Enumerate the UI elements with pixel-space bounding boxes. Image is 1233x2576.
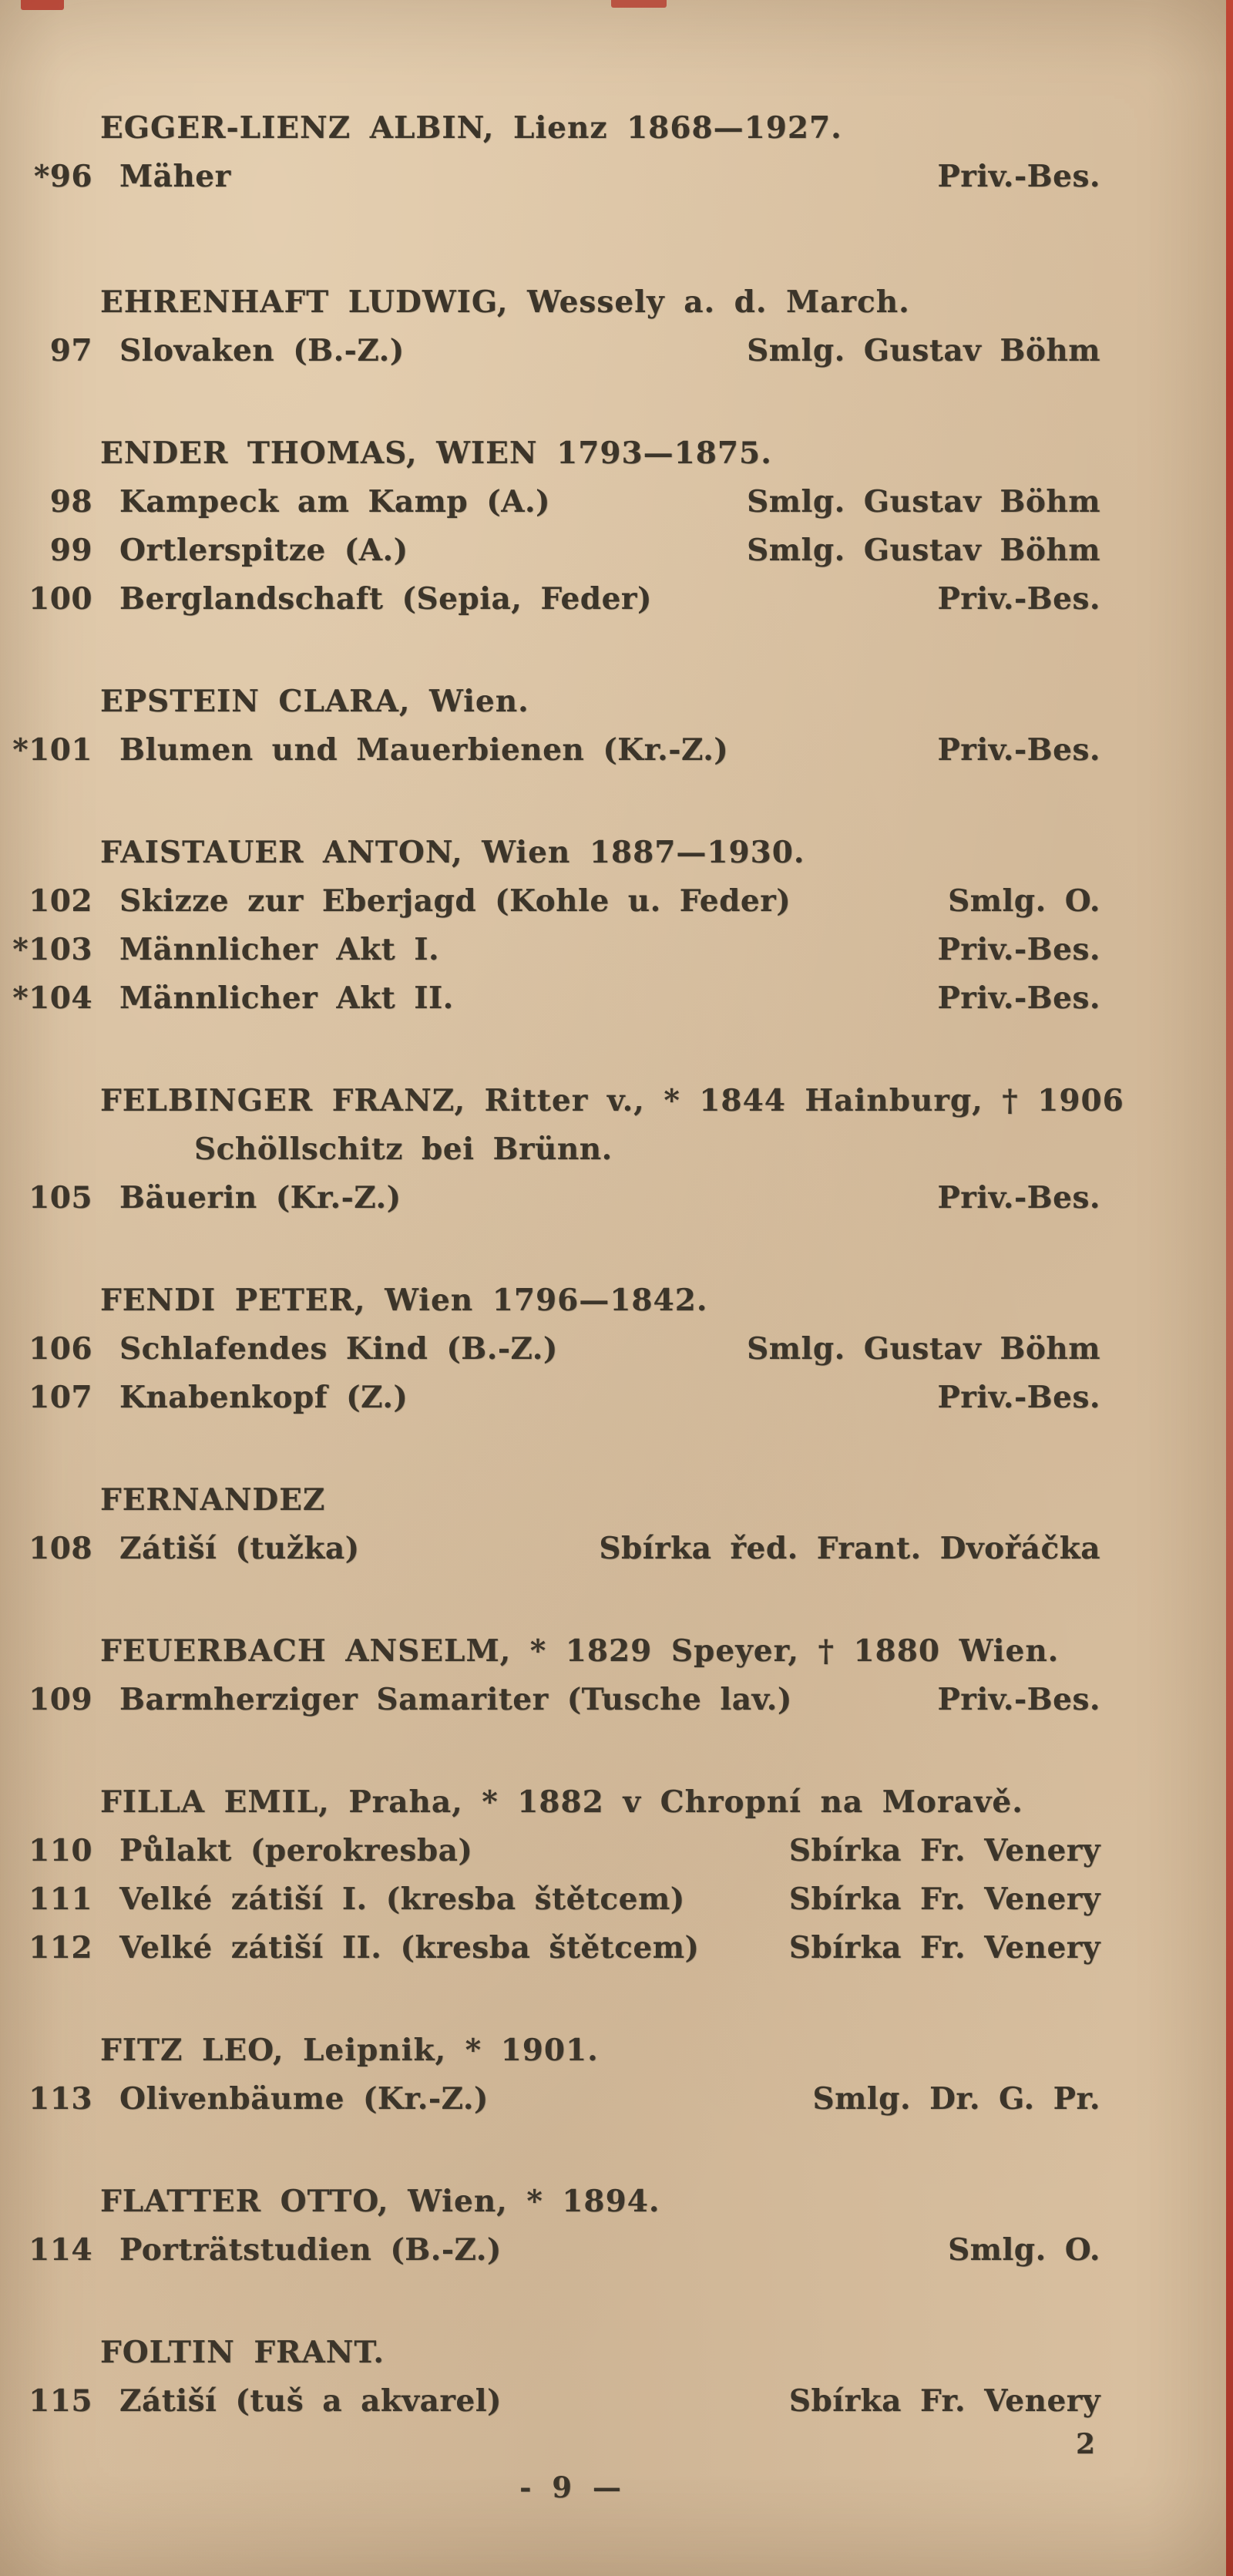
owner-label: Smlg. Gustav Böhm <box>747 533 1100 568</box>
catalog-number: *96 <box>33 159 92 194</box>
owner-label: Priv.-Bes. <box>937 581 1100 617</box>
owner-label: Smlg. O. <box>948 2232 1100 2268</box>
artwork-title: Skizze zur Eberjagd (Kohle u. Feder) <box>119 883 791 919</box>
catalog-section-fendi <box>0 1276 1233 1422</box>
catalog-section-flatter <box>0 2177 1233 2275</box>
catalog-number: 112 <box>29 1930 92 1966</box>
catalog-number: 97 <box>49 333 92 368</box>
owner-label: Smlg. Gustav Böhm <box>747 484 1100 520</box>
artwork-title: Knabenkopf (Z.) <box>119 1380 408 1415</box>
artwork-title: Barmherziger Samariter (Tusche lav.) <box>119 1682 792 1717</box>
catalog-section-filla <box>0 1778 1233 1972</box>
artist-header: FEUERBACH ANSELM, * 1829 Speyer, † 1880 Wien. <box>100 1633 1060 1669</box>
catalog-row <box>0 1827 1233 1875</box>
catalog-number: 115 <box>29 2383 92 2419</box>
catalog-row <box>0 526 1233 575</box>
owner-label: Priv.-Bes. <box>937 932 1100 967</box>
artist-header: FERNANDEZ <box>100 1482 326 1518</box>
artwork-title: Slovaken (B.-Z.) <box>119 333 405 368</box>
artist-header: FELBINGER FRANZ, Ritter v., * 1844 Hainburg, † 1906 <box>100 1083 1124 1118</box>
artist-header: FENDI PETER, Wien 1796—1842. <box>100 1283 708 1318</box>
artwork-title: Bäuerin (Kr.-Z.) <box>119 1180 401 1216</box>
artwork-title: Kampeck am Kamp (A.) <box>119 484 550 520</box>
owner-label: Priv.-Bes. <box>937 732 1100 768</box>
artwork-title: Blumen und Mauerbienen (Kr.-Z.) <box>119 732 729 768</box>
artist-header: FITZ LEO, Leipnik, * 1901. <box>100 2033 599 2068</box>
catalog-number: 106 <box>29 1331 92 1367</box>
catalog-section-feuerbach <box>0 1627 1233 1724</box>
catalog-listing <box>0 104 1233 2480</box>
catalog-section-epstein <box>0 678 1233 775</box>
catalog-number: *101 <box>12 732 92 768</box>
catalog-section-ender <box>0 429 1233 624</box>
owner-label: Sbírka Fr. Venery <box>788 1882 1100 1917</box>
artist-header: FOLTIN FRANT. <box>100 2335 385 2370</box>
catalog-row <box>0 1374 1233 1422</box>
artwork-title: Zátiší (tužka) <box>119 1531 360 1566</box>
catalog-number: 114 <box>29 2232 92 2268</box>
catalog-number: 100 <box>29 581 92 617</box>
owner-label: Smlg. O. <box>948 883 1100 919</box>
artwork-title: Schlafendes Kind (B.-Z.) <box>119 1331 558 1367</box>
catalog-row <box>0 1875 1233 1924</box>
catalog-section-fernandez <box>0 1476 1233 1573</box>
owner-label: Sbírka Fr. Venery <box>788 1930 1100 1966</box>
catalog-number: 107 <box>29 1380 92 1415</box>
page-number: - 9 — <box>519 2470 621 2504</box>
artist-header: FILLA EMIL, Praha, * 1882 v Chropní na Moravě. <box>100 1784 1023 1820</box>
catalog-row <box>0 2075 1233 2124</box>
artist-header: FLATTER OTTO, Wien, * 1894. <box>100 2184 660 2219</box>
catalog-row <box>0 1525 1233 1573</box>
catalog-number: 111 <box>29 1882 92 1917</box>
catalog-number: *104 <box>12 980 92 1016</box>
artist-header: EGGER-LIENZ ALBIN, Lienz 1868—1927. <box>100 110 842 146</box>
signature-mark: 2 <box>1076 2428 1096 2460</box>
catalog-section-faistauer <box>0 829 1233 1023</box>
catalog-row <box>0 1325 1233 1374</box>
catalog-section-foltin <box>0 2329 1233 2426</box>
owner-label: Smlg. Gustav Böhm <box>747 333 1100 368</box>
catalog-number: 110 <box>29 1833 92 1868</box>
artist-header-line2: Schöllschitz bei Brünn. <box>194 1132 613 1167</box>
artist-header: ENDER THOMAS, WIEN 1793—1875. <box>100 435 772 471</box>
owner-label: Priv.-Bes. <box>937 980 1100 1016</box>
catalog-row <box>0 877 1233 926</box>
catalog-number: 105 <box>29 1180 92 1216</box>
catalog-row <box>0 327 1233 375</box>
catalog-row <box>0 478 1233 526</box>
catalog-row <box>0 974 1233 1023</box>
artwork-title: Männlicher Akt II. <box>119 980 454 1016</box>
owner-label: Sbírka řed. Frant. Dvořáčka <box>599 1531 1100 1566</box>
catalog-section-felbinger <box>0 1077 1233 1222</box>
catalog-number: 109 <box>29 1682 92 1717</box>
artwork-title: Zátiší (tuš a akvarel) <box>119 2383 502 2419</box>
artist-header: EHRENHAFT LUDWIG, Wessely a. d. March. <box>100 284 910 320</box>
catalog-number: 98 <box>49 484 92 520</box>
catalog-number: 108 <box>29 1531 92 1566</box>
catalog-section-egger-lienz <box>0 104 1233 201</box>
artwork-title: Půlakt (perokresba) <box>119 1833 473 1868</box>
catalog-row <box>0 1924 1233 1972</box>
artwork-title: Ortlerspitze (A.) <box>119 533 408 568</box>
catalog-number: 102 <box>29 883 92 919</box>
owner-label: Smlg. Gustav Böhm <box>747 1331 1100 1367</box>
owner-label: Sbírka Fr. Venery <box>788 1833 1100 1868</box>
artwork-title: Velké zátiší II. (kresba štětcem) <box>119 1930 700 1966</box>
catalog-row <box>0 153 1233 201</box>
catalog-row <box>0 2377 1233 2426</box>
owner-label: Smlg. Dr. G. Pr. <box>812 2081 1100 2117</box>
owner-label: Priv.-Bes. <box>937 1180 1100 1216</box>
owner-label: Priv.-Bes. <box>937 1682 1100 1717</box>
catalog-row <box>0 575 1233 624</box>
owner-label: Sbírka Fr. Venery <box>788 2383 1100 2419</box>
catalog-section-ehrenhaft <box>0 278 1233 375</box>
artwork-title: Mäher <box>119 159 231 194</box>
red-edge-mark-top-left <box>21 0 64 10</box>
catalog-row <box>0 926 1233 974</box>
catalog-row <box>0 2226 1233 2275</box>
catalog-row <box>0 1676 1233 1724</box>
artwork-title: Olivenbäume (Kr.-Z.) <box>119 2081 489 2117</box>
catalog-number: 99 <box>49 533 92 568</box>
catalog-row <box>0 1174 1233 1222</box>
catalog-section-fitz <box>0 2026 1233 2124</box>
artwork-title: Männlicher Akt I. <box>119 932 440 967</box>
catalog-number: *103 <box>12 932 92 967</box>
catalog-number: 113 <box>29 2081 92 2117</box>
artwork-title: Velké zátiší I. (kresba štětcem) <box>119 1882 685 1917</box>
artwork-title: Porträtstudien (B.-Z.) <box>119 2232 502 2268</box>
artist-header: EPSTEIN CLARA, Wien. <box>100 684 529 719</box>
catalog-row <box>0 726 1233 775</box>
artwork-title: Berglandschaft (Sepia, Feder) <box>119 581 652 617</box>
owner-label: Priv.-Bes. <box>937 1380 1100 1415</box>
owner-label: Priv.-Bes. <box>937 159 1100 194</box>
red-edge-mark-top-center <box>611 0 667 8</box>
artist-header: FAISTAUER ANTON, Wien 1887—1930. <box>100 835 805 870</box>
